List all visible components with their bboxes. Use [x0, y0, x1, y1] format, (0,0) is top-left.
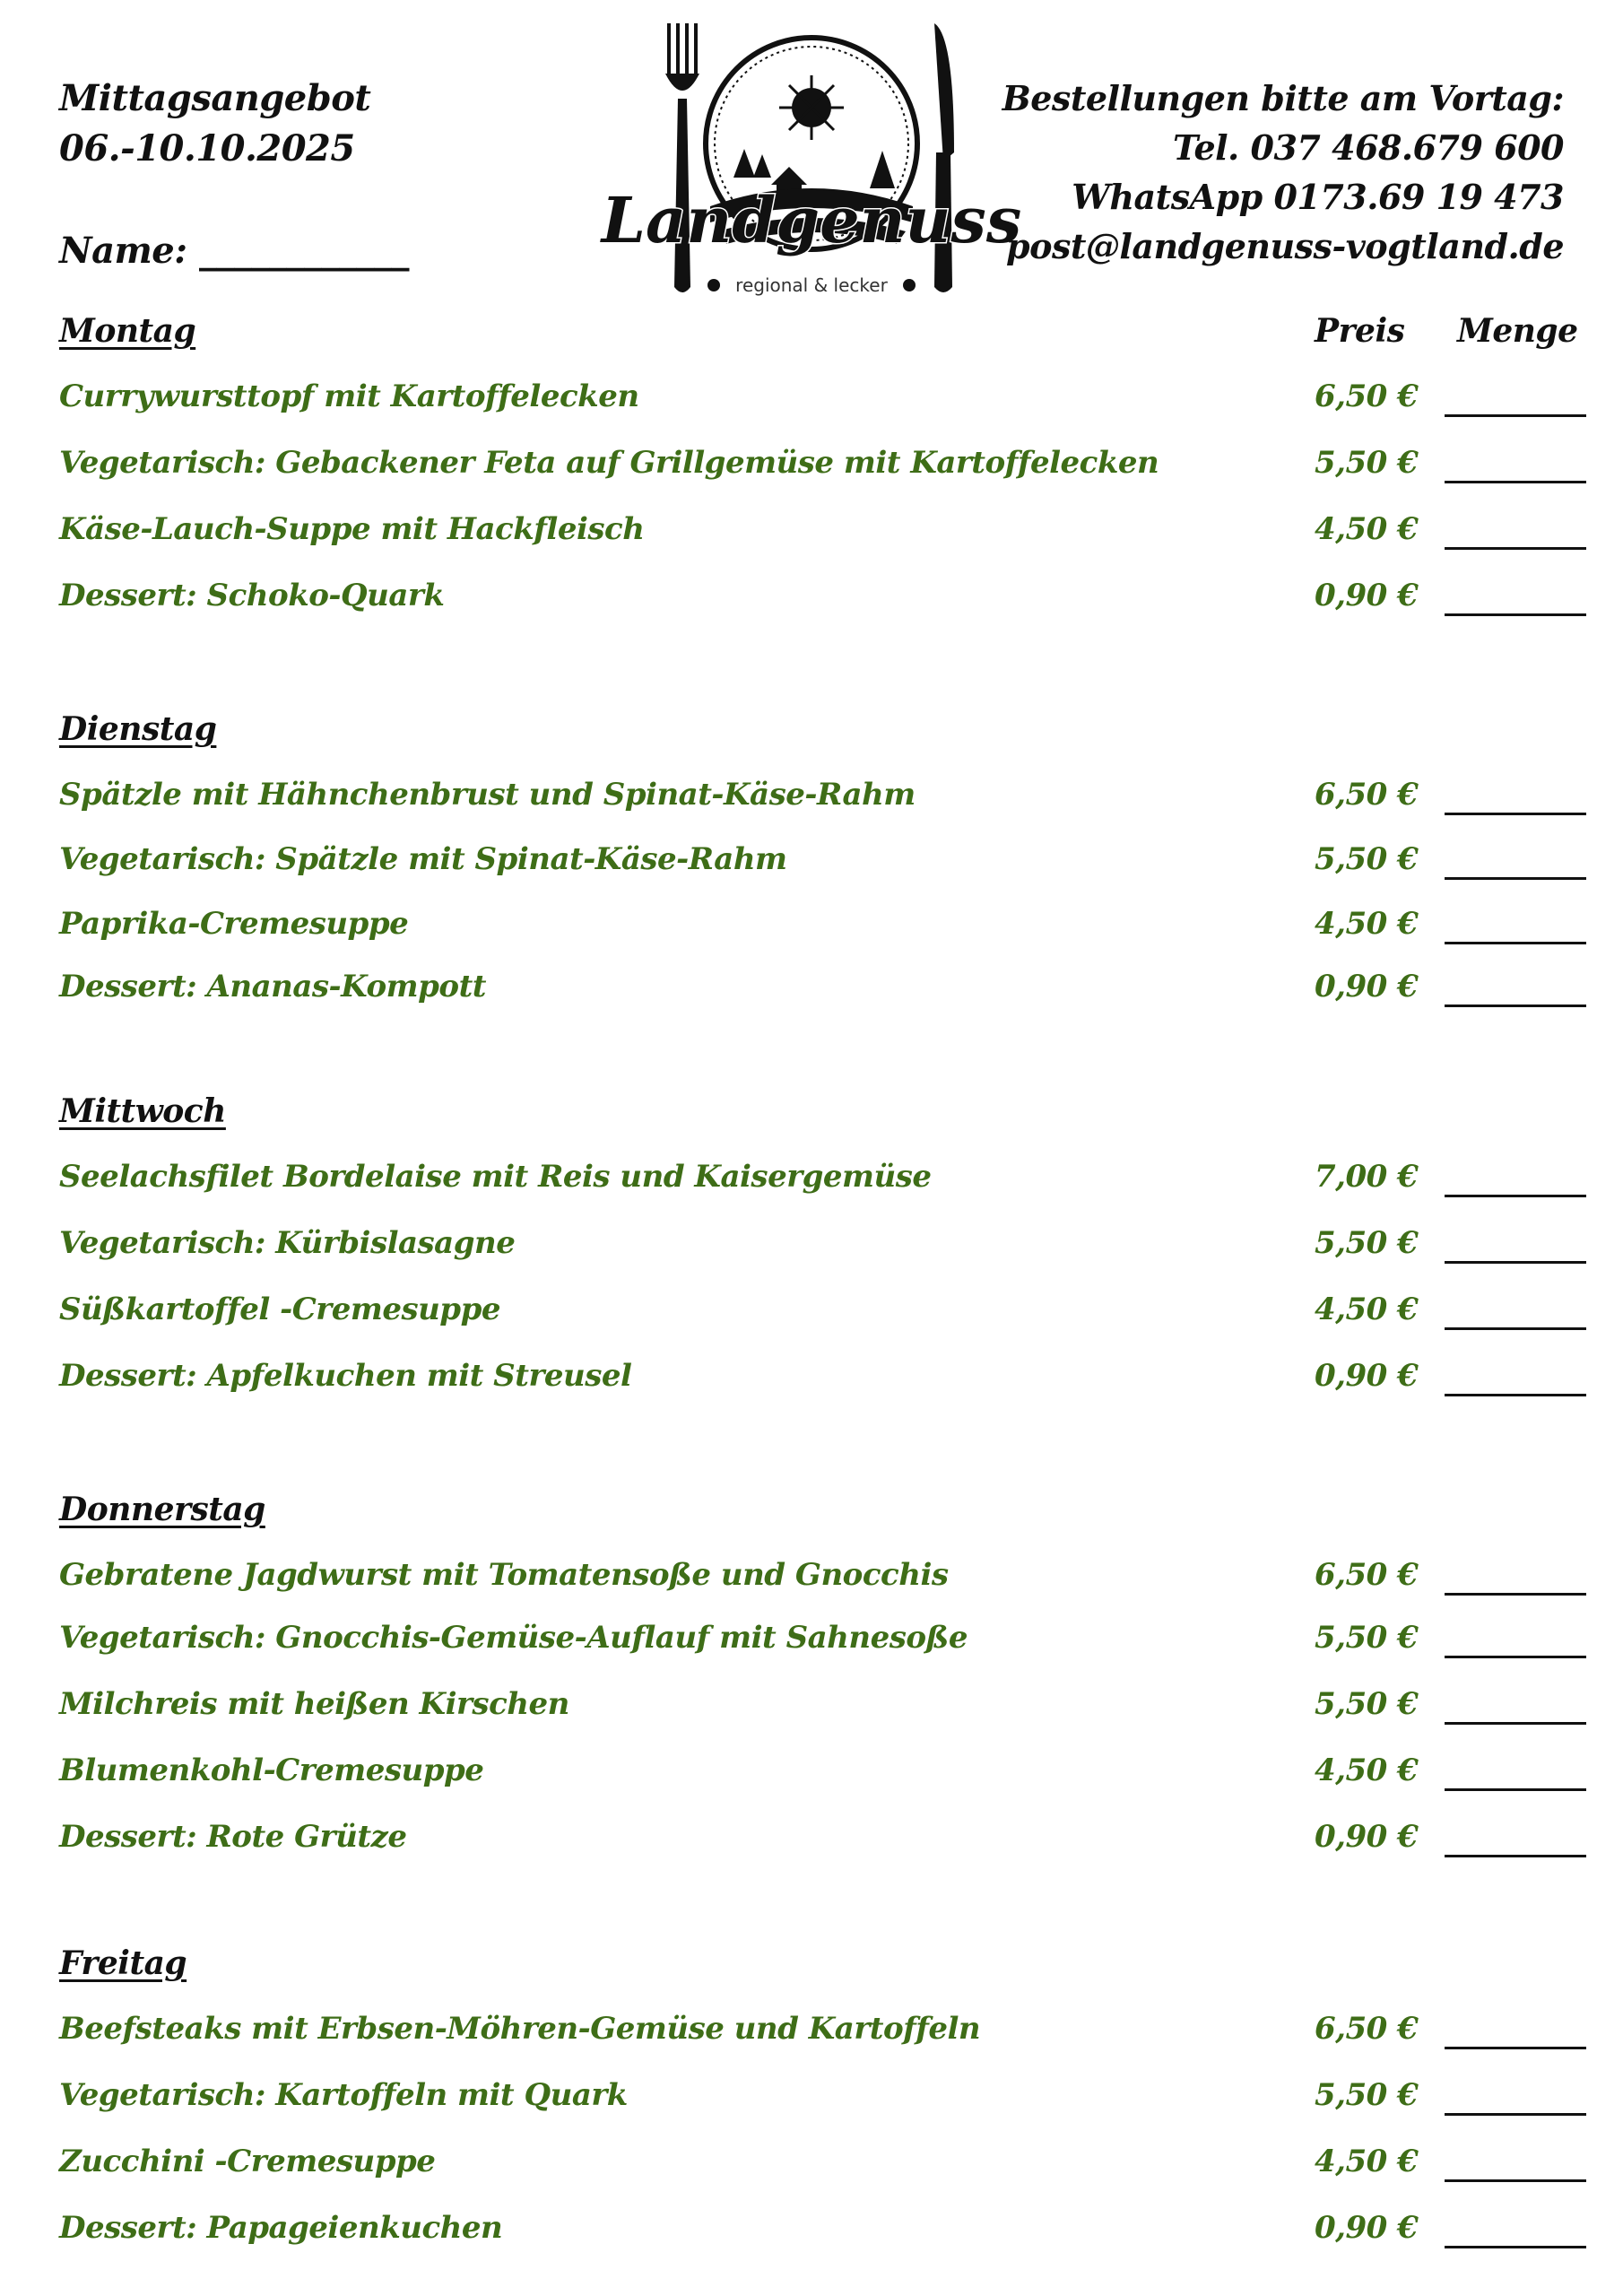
dish-name: Süßkartoffel -Cremesuppe	[59, 1292, 500, 1327]
header-right-contact	[1002, 74, 1564, 271]
dish-name: Blumenkohl-Cremesuppe	[59, 1752, 484, 1788]
menu-item	[59, 841, 1584, 906]
dish-price: 7,00 €	[1315, 1159, 1419, 1195]
dish-price: 6,50 €	[1315, 2011, 1419, 2047]
menu-item	[59, 578, 1584, 642]
dish-name: Dessert: Apfelkuchen mit Streusel	[59, 1358, 632, 1394]
menu-item	[59, 511, 1584, 576]
dish-name: Vegetarisch: Kürbislasagne	[59, 1225, 516, 1261]
quantity-column-header: Menge	[1457, 312, 1578, 350]
menu-item	[59, 1819, 1584, 1883]
quantity-blank[interactable]	[1445, 1327, 1586, 1330]
menu-item	[59, 445, 1584, 509]
dish-price: 6,50 €	[1315, 378, 1419, 414]
day-heading-freitag: Freitag	[59, 1944, 187, 1982]
day-heading-montag: Montag	[59, 312, 196, 350]
menu-item	[59, 1557, 1584, 1622]
menu-item	[59, 777, 1584, 841]
menu-item	[59, 969, 1584, 1033]
dish-price: 5,50 €	[1315, 841, 1419, 877]
dish-price: 4,50 €	[1315, 1292, 1419, 1327]
dish-name: Gebratene Jagdwurst mit Tomatensoße und Gnocchis	[59, 1557, 949, 1593]
dish-price: 4,50 €	[1315, 511, 1419, 547]
dish-price: 5,50 €	[1315, 445, 1419, 481]
date-range: 06.-10.10.2025	[59, 127, 355, 170]
menu-item	[59, 1752, 1584, 1817]
dish-name: Milchreis mit heißen Kirschen	[59, 1686, 569, 1722]
quantity-blank[interactable]	[1445, 877, 1586, 880]
day-heading-dienstag: Dienstag	[59, 710, 217, 748]
dish-price: 6,50 €	[1315, 1557, 1419, 1593]
dish-price: 5,50 €	[1315, 1620, 1419, 1656]
quantity-blank[interactable]	[1445, 1656, 1586, 1658]
quantity-blank[interactable]	[1445, 813, 1586, 815]
menu-item	[59, 1159, 1584, 1223]
quantity-blank[interactable]	[1445, 1855, 1586, 1857]
dish-price: 4,50 €	[1315, 1752, 1419, 1788]
quantity-blank[interactable]	[1445, 1004, 1586, 1007]
dish-name: Spätzle mit Hähnchenbrust und Spinat-Käse-Rahm	[59, 777, 916, 813]
dish-name: Zucchini -Cremesuppe	[59, 2144, 436, 2179]
menu-item	[59, 2210, 1584, 2274]
dish-name: Vegetarisch: Gnocchis-Gemüse-Auflauf mit Sahnesoße	[59, 1620, 968, 1656]
dish-name: Seelachsfilet Bordelaise mit Reis und Kaisergemüse	[59, 1159, 932, 1195]
phone-number: Tel. 037 468.679 600	[1173, 127, 1564, 168]
quantity-blank[interactable]	[1445, 2246, 1586, 2248]
dish-name: Vegetarisch: Kartoffeln mit Quark	[59, 2077, 628, 2113]
quantity-blank[interactable]	[1445, 2113, 1586, 2116]
dish-price: 5,50 €	[1315, 2077, 1419, 2113]
dish-name: Dessert: Rote Grütze	[59, 1819, 407, 1855]
dish-price: 5,50 €	[1315, 1686, 1419, 1722]
quantity-blank[interactable]	[1445, 1195, 1586, 1197]
dish-price: 5,50 €	[1315, 1225, 1419, 1261]
quantity-blank[interactable]	[1445, 2179, 1586, 2182]
dish-price: 4,50 €	[1315, 906, 1419, 942]
dish-name: Dessert: Ananas-Kompott	[59, 969, 486, 1004]
menu-item	[59, 1358, 1584, 1422]
menu-item	[59, 2144, 1584, 2208]
day-heading-mittwoch: Mittwoch	[59, 1092, 226, 1130]
dish-name: Dessert: Papageienkuchen	[59, 2210, 503, 2246]
quantity-blank[interactable]	[1445, 1394, 1586, 1396]
menu-item	[59, 906, 1584, 970]
quantity-blank[interactable]	[1445, 1593, 1586, 1596]
menu-item	[59, 1225, 1584, 1290]
dish-price: 0,90 €	[1315, 1819, 1419, 1855]
quantity-blank[interactable]	[1445, 1788, 1586, 1791]
menu-item	[59, 2077, 1584, 2142]
day-heading-donnerstag: Donnerstag	[59, 1491, 265, 1528]
dish-name: Dessert: Schoko-Quark	[59, 578, 445, 613]
sun-icon	[779, 75, 844, 140]
quantity-blank[interactable]	[1445, 547, 1586, 550]
dish-name: Käse-Lauch-Suppe mit Hackfleisch	[59, 511, 645, 547]
landgenuss-logo	[601, 18, 1022, 305]
menu-item	[59, 1292, 1584, 1356]
dish-price: 6,50 €	[1315, 777, 1419, 813]
price-column-header: Preis	[1315, 312, 1405, 350]
order-note: Bestellungen bitte am Vortag:	[1002, 78, 1564, 118]
dish-price: 0,90 €	[1315, 969, 1419, 1004]
quantity-blank[interactable]	[1445, 1722, 1586, 1725]
offer-title: Mittagsangebot	[59, 77, 371, 119]
brand-tagline: regional & lecker	[735, 274, 888, 296]
header-left	[59, 74, 409, 276]
dish-name: Currywursttopf mit Kartoffelecken	[59, 378, 639, 414]
dish-price: 0,90 €	[1315, 578, 1419, 613]
name-field-label: Name: ____________	[59, 230, 409, 272]
quantity-blank[interactable]	[1445, 2047, 1586, 2049]
email-address: post@landgenuss-vogtland.de	[1006, 226, 1564, 266]
menu-item	[59, 1686, 1584, 1751]
dish-price: 0,90 €	[1315, 2210, 1419, 2246]
brand-wordmark: Landgenuss	[601, 183, 1022, 257]
dish-name: Vegetarisch: Spätzle mit Spinat-Käse-Rahm	[59, 841, 787, 877]
quantity-blank[interactable]	[1445, 942, 1586, 944]
menu-item	[59, 1620, 1584, 1684]
dish-name: Paprika-Cremesuppe	[59, 906, 409, 942]
quantity-blank[interactable]	[1445, 613, 1586, 616]
dish-price: 4,50 €	[1315, 2144, 1419, 2179]
quantity-blank[interactable]	[1445, 1261, 1586, 1264]
dish-name: Vegetarisch: Gebackener Feta auf Grillgemüse mit Kartoffelecken	[59, 445, 1159, 481]
dish-name: Beefsteaks mit Erbsen-Möhren-Gemüse und Kartoffeln	[59, 2011, 981, 2047]
whatsapp-number: WhatsApp 0173.69 19 473	[1072, 177, 1564, 217]
quantity-blank[interactable]	[1445, 414, 1586, 417]
menu-item	[59, 2011, 1584, 2075]
quantity-blank[interactable]	[1445, 481, 1586, 483]
menu-item	[59, 378, 1584, 443]
dish-price: 0,90 €	[1315, 1358, 1419, 1394]
